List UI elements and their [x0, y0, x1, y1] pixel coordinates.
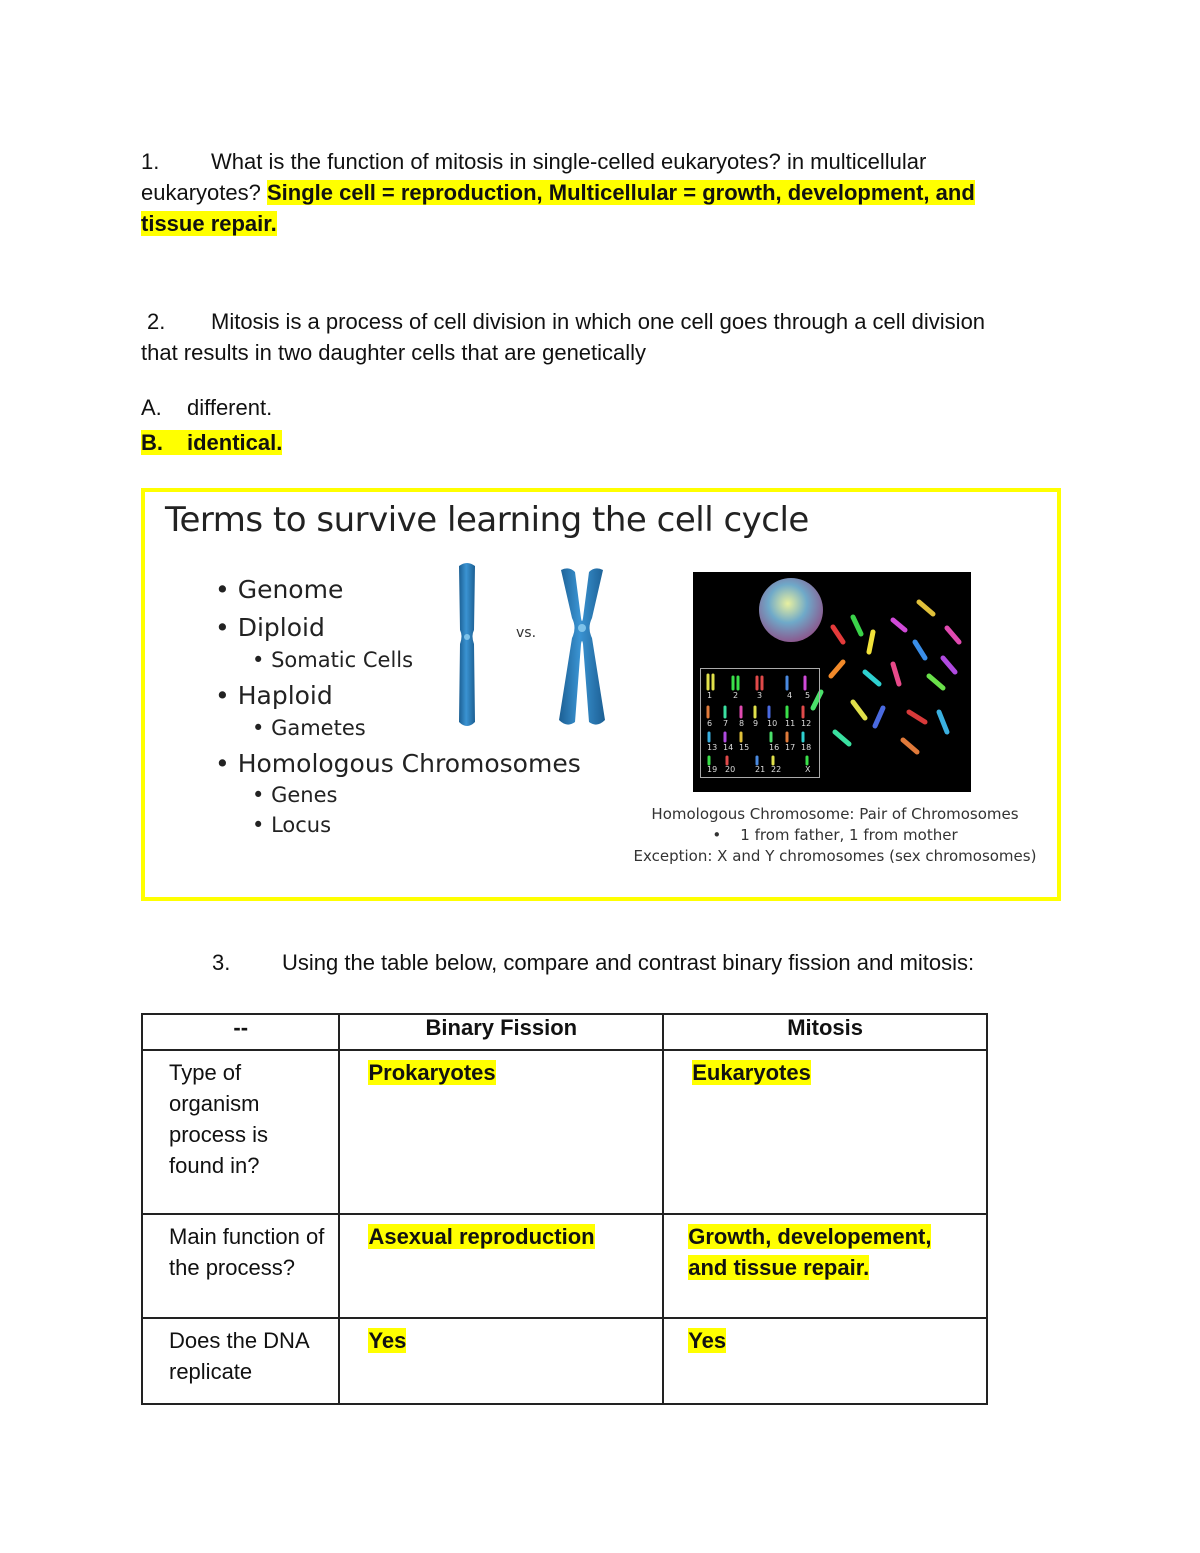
karyotype-label: 6 — [707, 719, 713, 728]
binary-fission-cell — [339, 1318, 663, 1404]
question-1 — [141, 146, 1101, 239]
table-header: Binary Fission — [339, 1014, 663, 1050]
karyotype-label: 12 — [801, 719, 812, 728]
option-b-text: identical. — [187, 430, 283, 455]
term-haploid-label: Haploid — [237, 681, 333, 710]
answer-1-part1: Single cell = reproduction, Multicellular = growth, development, and — [266, 180, 975, 205]
term-genome-label: Genome — [237, 575, 344, 604]
karyotype-label: 20 — [725, 765, 736, 774]
mitosis-answer: Growth, developement, and tissue repair. — [688, 1224, 932, 1280]
row-label-text: Type of organism process is found in? — [169, 1060, 269, 1178]
binary-fission-cell — [339, 1214, 663, 1318]
karyotype-label: 4 — [787, 691, 793, 700]
term-homologous-label: Homologous Chromosomes — [237, 749, 581, 778]
question-3 — [212, 947, 974, 978]
option-a-letter: A. — [141, 395, 162, 420]
karyotype-label: 15 — [739, 743, 750, 752]
answer-1-part2: tissue repair. — [141, 211, 277, 236]
karyotype-label: 14 — [723, 743, 734, 752]
row-label-text: Main function of the process? — [169, 1224, 325, 1280]
question-1-text-line1: What is the function of mitosis in single-celled eukaryotes? in multicellular — [211, 149, 927, 174]
term-genome: • Genome — [215, 575, 344, 604]
question-2 — [141, 306, 1101, 368]
mitosis-cell — [663, 1318, 987, 1404]
row-label-text: Does the DNA replicate — [169, 1328, 309, 1384]
karyotype-label: 5 — [805, 691, 811, 700]
karyotype-grid — [700, 668, 820, 778]
karyotype-label: 22 — [771, 765, 782, 774]
term-somatic-label: Somatic Cells — [271, 648, 414, 672]
mitosis-answer: Eukaryotes — [692, 1060, 811, 1085]
karyotype-label: 16 — [769, 743, 780, 752]
karyotype-label: 8 — [739, 719, 745, 728]
karyotype-label: 3 — [757, 691, 763, 700]
slide-title: Terms to survive learning the cell cycle — [165, 500, 809, 540]
karyotype-label: 1 — [707, 691, 713, 700]
caption-line1: Homologous Chromosome: Pair of Chromosomes — [651, 805, 1019, 823]
table-header: -- — [142, 1014, 339, 1050]
question-1-text-line2: eukaryotes? — [141, 180, 261, 205]
question-3-text: Using the table below, compare and contrast binary fission and mitosis: — [282, 950, 975, 975]
caption-line2-text: 1 from father, 1 from mother — [740, 826, 958, 844]
binary-fission-answer: Yes — [368, 1328, 407, 1353]
table-row — [142, 1050, 987, 1214]
term-gametes-label: Gametes — [271, 716, 366, 740]
binary-fission-cell — [339, 1050, 663, 1214]
caption-line2: • 1 from father, 1 from mother — [712, 826, 958, 844]
karyotype-label: 11 — [785, 719, 796, 728]
row-label — [142, 1214, 339, 1318]
karyotype-label: 7 — [723, 719, 729, 728]
term-gametes: • Gametes — [252, 716, 366, 740]
karyotype-image — [693, 572, 971, 792]
karyotype-label: 18 — [801, 743, 812, 752]
term-locus-label: Locus — [271, 813, 332, 837]
term-haploid: • Haploid — [215, 681, 333, 710]
vs-label: vs. — [516, 625, 537, 641]
term-genes: • Genes — [252, 783, 338, 807]
question-1-number: 1. — [141, 149, 160, 174]
question-3-number: 3. — [212, 950, 231, 975]
option-a — [141, 392, 272, 423]
term-diploid: • Diploid — [215, 613, 325, 642]
mitosis-answer: Yes — [688, 1328, 727, 1353]
option-b-letter: B. — [141, 430, 163, 455]
karyotype-label: X — [805, 765, 811, 774]
question-2-number: 2. — [147, 309, 166, 334]
mitosis-cell — [663, 1214, 987, 1318]
mitosis-cell — [663, 1050, 987, 1214]
option-b — [141, 427, 282, 458]
table-header: Mitosis — [663, 1014, 987, 1050]
binary-fission-answer: Asexual reproduction — [368, 1224, 595, 1249]
caption-line3: Exception: X and Y chromosomes (sex chromosomes) — [633, 847, 1037, 865]
cell-cycle-terms-slide — [141, 488, 1061, 901]
karyotype-label: 21 — [755, 765, 766, 774]
term-somatic: • Somatic Cells — [252, 648, 414, 672]
binary-fission-answer: Prokaryotes — [368, 1060, 496, 1085]
table-row — [142, 1214, 987, 1318]
comparison-table — [141, 1013, 988, 1405]
table-header-row — [142, 1014, 987, 1050]
term-diploid-label: Diploid — [237, 613, 325, 642]
karyotype-pairs-picture — [701, 669, 819, 777]
karyotype-label: 13 — [707, 743, 718, 752]
row-label — [142, 1318, 339, 1404]
karyotype-label: 2 — [733, 691, 739, 700]
question-2-text-line2: that results in two daughter cells that are genetically — [141, 340, 647, 365]
table-row — [142, 1318, 987, 1404]
karyotype-label: 9 — [753, 719, 759, 728]
duplicated-chromosome-image — [553, 566, 611, 728]
row-label — [142, 1050, 339, 1214]
karyotype-label: 17 — [785, 743, 796, 752]
term-homologous: • Homologous Chromosomes — [215, 749, 581, 778]
option-b-answer — [141, 430, 282, 455]
single-chromatid-image — [453, 560, 481, 730]
term-locus: • Locus — [252, 813, 332, 837]
karyotype-label: 10 — [767, 719, 778, 728]
term-genes-label: Genes — [271, 783, 338, 807]
question-2-text-line1: Mitosis is a process of cell division in which one cell goes through a cell division — [211, 309, 986, 334]
karyotype-label: 19 — [707, 765, 718, 774]
option-a-text: different. — [187, 395, 273, 420]
